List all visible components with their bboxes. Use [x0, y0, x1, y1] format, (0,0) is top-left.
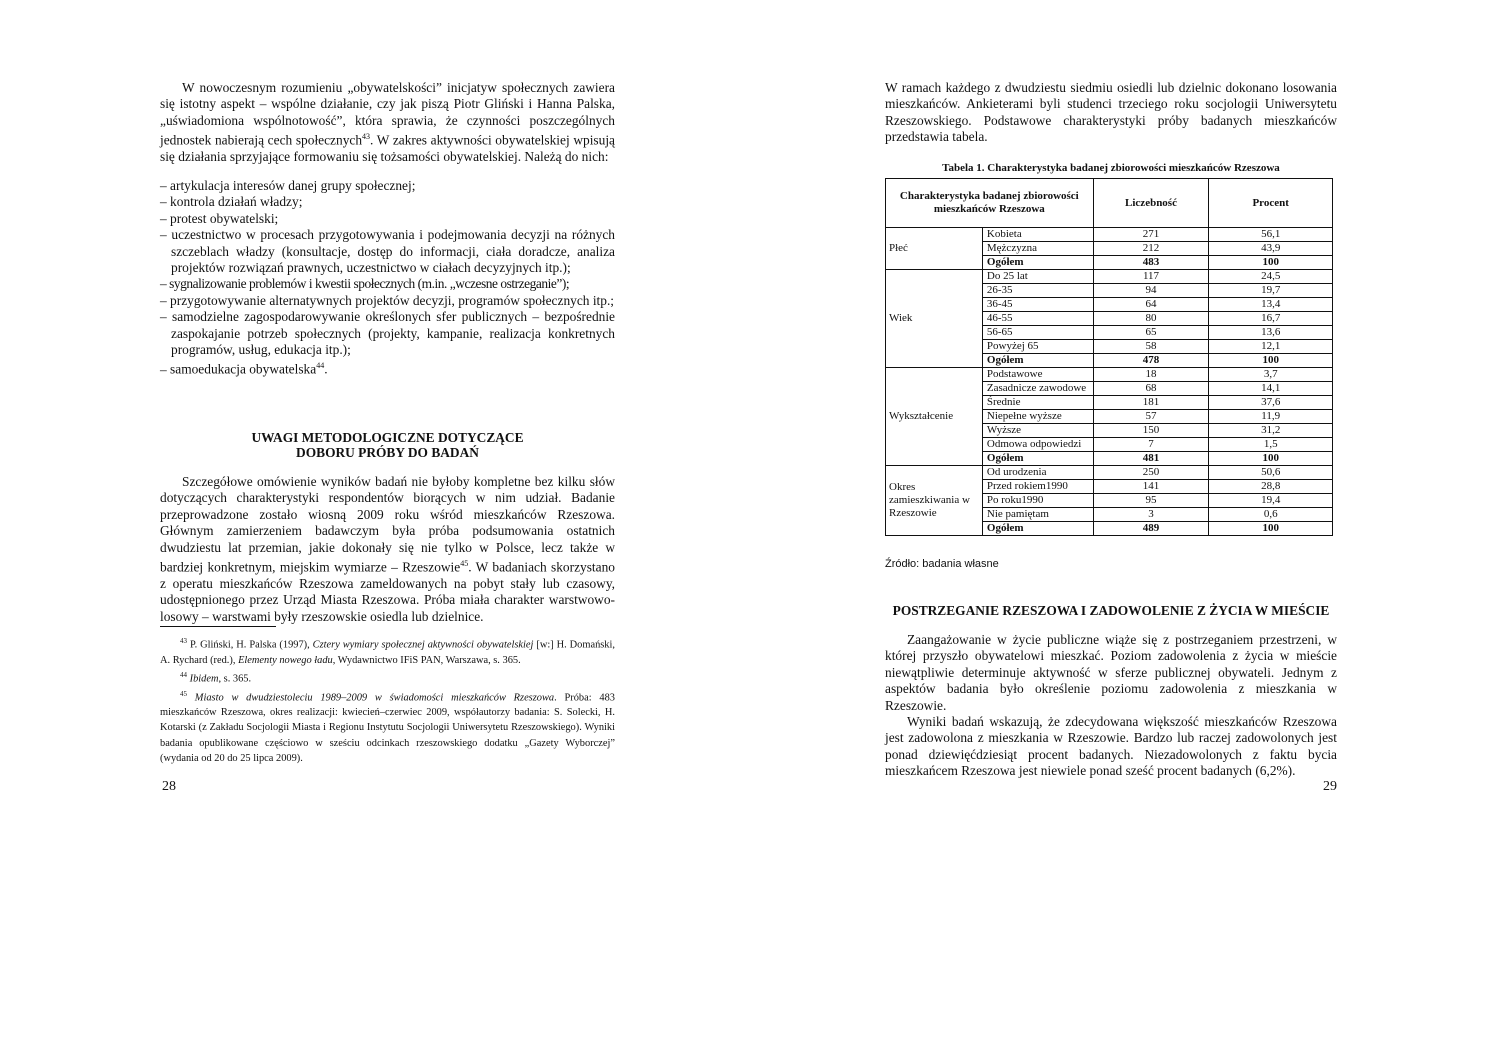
group-label: Wykształcenie — [886, 368, 983, 466]
footnote-44 — [160, 668, 615, 687]
methods-paragraph — [160, 474, 615, 625]
row-label: Kobieta — [982, 228, 1093, 242]
column-header: Liczebność — [1093, 179, 1209, 228]
list-item: – sygnalizowanie problemów i kwestii społecznych (m.in. „wczesne ostrzeganie”); — [160, 276, 615, 292]
row-label: Średnie — [982, 396, 1093, 410]
percent-cell: 24,5 — [1209, 270, 1333, 284]
row-label: Do 25 lat — [982, 270, 1093, 284]
footnote-ref-45[interactable]: 45 — [460, 559, 469, 569]
percent-cell: 14,1 — [1209, 382, 1333, 396]
footnote-title: Elementy nowego ładu — [238, 654, 333, 666]
count-cell: 141 — [1093, 480, 1209, 494]
footnote-text: P. Gliński, H. Palska (1997), — [187, 639, 313, 651]
body-paragraph: Zaangażowanie w życie publiczne wiąże się z postrzeganiem przestrzeni, w której przyszło obywatelowi mieszkać. Poziom zadowolenia z życia w mieście niewątpliwie determinuje aktywność w sferze publicznej obywateli. Jednym z aspektów badania było określenie poziomu zadowolenia z mieszkania w Rzeszowie. — [885, 632, 1337, 713]
footnote-number: 44 — [180, 670, 187, 679]
percent-cell: 13,4 — [1209, 298, 1333, 312]
row-label: Mężczyzna — [982, 242, 1093, 256]
percent-cell: 100 — [1209, 522, 1333, 536]
row-label: Od urodzenia — [982, 466, 1093, 480]
body-paragraph: Wyniki badań wskazują, że zdecydowana większość mieszkańców Rzeszowa jest zadowolona z mieszkania w Rzeszowie. Bardzo lub raczej zadowolonych jest ponad dziewięćdziesiąt procent badanych. Niezadowolonych z faktu bycia mieszkańcem Rzeszowa jest niewiele ponad sześć procent badanych (6,2%). — [885, 714, 1337, 779]
row-label: 56-65 — [982, 326, 1093, 340]
row-label: Podstawowe — [982, 368, 1093, 382]
percent-cell: 11,9 — [1209, 410, 1333, 424]
row-label: Ogółem — [982, 354, 1093, 368]
percent-cell: 3,7 — [1209, 368, 1333, 382]
table-row — [886, 368, 1333, 382]
table-row — [886, 228, 1333, 242]
percent-cell: 12,1 — [1209, 340, 1333, 354]
count-cell: 94 — [1093, 284, 1209, 298]
footnote-title: Ibidem — [189, 673, 219, 685]
row-label: Nie pamiętam — [982, 508, 1093, 522]
row-label: Wyższe — [982, 424, 1093, 438]
column-header: Procent — [1209, 179, 1333, 228]
intro-paragraph — [160, 80, 615, 166]
count-cell: 150 — [1093, 424, 1209, 438]
footnote-text: . Próba: 483 mieszkańców Rzeszowa, okres realizacji: kwiecień–czerwiec 2009, współautorzy badania: S. Solecki, H. Kotarski (z Zakładu Socjologii Miasta i Regionu Instytutu Socjologii Uniwersytetu Rzeszowskiego). Wyniki badania opublikowane częściowo w sześciu odcinkach rzeszowskiego dodatku „Gazety Wyborczej” (wydania od 20 do 25 lipca 2009). — [160, 692, 615, 764]
list-item-tail: . — [324, 361, 328, 377]
row-label: Powyżej 65 — [982, 340, 1093, 354]
section-heading-perception: POSTRZEGANIE RZESZOWA I ZADOWOLENIE Z ŻYCIA W MIEŚCIE — [892, 603, 1330, 618]
footnote-text: , s. 365. — [218, 673, 252, 685]
count-cell: 250 — [1093, 466, 1209, 480]
column-header: Charakterystyka badanej zbiorowości mieszkańców Rzeszowa — [886, 179, 1094, 228]
count-cell: 481 — [1093, 452, 1209, 466]
count-cell: 212 — [1093, 242, 1209, 256]
percent-cell: 100 — [1209, 256, 1333, 270]
table-row — [886, 270, 1333, 284]
footnote-text — [187, 692, 195, 703]
intro-tail: . W zakres aktywności obywatelskiej wpisują się działania sprzyjające formowaniu się tożsamości obywatelskiej. Należą do nich: — [160, 132, 615, 165]
row-label: Ogółem — [982, 452, 1093, 466]
count-cell: 3 — [1093, 508, 1209, 522]
row-label: Ogółem — [982, 522, 1093, 536]
count-cell: 68 — [1093, 382, 1209, 396]
percent-cell: 1,5 — [1209, 438, 1333, 452]
footnote-43 — [160, 634, 615, 668]
footnotes — [160, 634, 615, 766]
row-label: 26-35 — [982, 284, 1093, 298]
civic-activity-list — [160, 178, 615, 378]
percent-cell: 50,6 — [1209, 466, 1333, 480]
percent-cell: 16,7 — [1209, 312, 1333, 326]
percent-cell: 100 — [1209, 452, 1333, 466]
count-cell: 489 — [1093, 522, 1209, 536]
percent-cell: 31,2 — [1209, 424, 1333, 438]
row-label: Po roku1990 — [982, 494, 1093, 508]
group-label: Okres zamieszkiwania w Rzeszowie — [886, 466, 983, 536]
count-cell: 271 — [1093, 228, 1209, 242]
percent-cell: 43,9 — [1209, 242, 1333, 256]
percent-cell: 56,1 — [1209, 228, 1333, 242]
methods-text: Szczegółowe omówienie wyników badań nie byłoby kompletne bez kilku słów dotyczących charakterystyki respondentów biorących w nim udział. Badanie przeprowadzone zostało wiosną 2009 roku wśród mieszkańców Rzeszowa. Głównym zamierzeniem badawczym była próba podsumowania ostatnich dwudziestu lat przemian, jakie dokonały się nie tylko w Polsce, lecz także w bardziej konkretnym, miejskim wymiarze – Rzeszowie — [160, 474, 615, 575]
table-row — [886, 466, 1333, 480]
percent-cell: 37,6 — [1209, 396, 1333, 410]
intro-text: W nowoczesnym rozumieniu „obywatelskości” inicjatyw społecznych zawiera się istotny aspekt – wspólne działanie, czy jak piszą Piotr Gliński i Hanna Palska, „uświadomiona wspólnotowość”, która sprawia, że czynności poszczególnych jednostek nabierają cech społecznych — [160, 80, 615, 148]
list-item: – uczestnictwo w procesach przygotowywania i podejmowania decyzji na różnych szczeblach władzy (konsultacje, dostęp do informacji, ciała doradcze, analiza projektów rozwiązań prawnych, uczestnictwo w ciałach decyzyjnych itp.); — [160, 227, 615, 276]
row-label: 46-55 — [982, 312, 1093, 326]
list-item: – artykulacja interesów danej grupy społecznej; — [160, 178, 615, 194]
footnote-ref-44[interactable]: 44 — [316, 361, 325, 371]
count-cell: 80 — [1093, 312, 1209, 326]
list-item: – protest obywatelski; — [160, 211, 615, 227]
footnote-text: , Wydawnictwo IFiS PAN, Warszawa, s. 365. — [332, 654, 521, 666]
count-cell: 117 — [1093, 270, 1209, 284]
footnote-number: 43 — [180, 637, 187, 645]
table-caption: Tabela 1. Charakterystyka badanej zbiorowości mieszkańców Rzeszowa — [942, 162, 1280, 174]
list-item: – przygotowywanie alternatywnych projektów decyzji, programów społecznych itp.; — [160, 293, 615, 309]
percent-cell: 19,7 — [1209, 284, 1333, 298]
count-cell: 7 — [1093, 438, 1209, 452]
sample-characteristics-table — [885, 178, 1333, 536]
row-label: Zasadnicze zawodowe — [982, 382, 1093, 396]
group-label: Płeć — [886, 228, 983, 270]
count-cell: 483 — [1093, 256, 1209, 270]
table-source: Źródło: badania własne — [885, 558, 999, 570]
section-heading-methodology — [160, 430, 615, 460]
row-label: Przed rokiem1990 — [982, 480, 1093, 494]
count-cell: 18 — [1093, 368, 1209, 382]
list-item-text: samoedukacja obywatelska — [170, 361, 317, 377]
list-item — [160, 358, 615, 378]
count-cell: 95 — [1093, 494, 1209, 508]
count-cell: 65 — [1093, 326, 1209, 340]
footnote-ref-43[interactable]: 43 — [362, 132, 371, 142]
list-item: – samodzielne zagospodarowywanie określonych sfer publicznych – bezpośrednie zaspokajanie potrzeb społecznych (projekty, kampanie, realizacja konkretnych programów, usług, edukacja itp.); — [160, 309, 615, 358]
count-cell: 478 — [1093, 354, 1209, 368]
count-cell: 181 — [1093, 396, 1209, 410]
row-label: 36-45 — [982, 298, 1093, 312]
footnote-text: [w:] H. Domański, A. Rychard (red.), — [160, 639, 615, 666]
count-cell: 57 — [1093, 410, 1209, 424]
heading-line: UWAGI METODOLOGICZNE DOTYCZĄCE — [251, 430, 524, 445]
percent-cell: 0,6 — [1209, 508, 1333, 522]
footnote-title: Miasto w dwudziestoleciu 1989–2009 w świadomości mieszkańców Rzeszowa — [194, 692, 555, 704]
row-label: Ogółem — [982, 256, 1093, 270]
list-item: – kontrola działań władzy; — [160, 194, 615, 210]
table-body — [886, 228, 1333, 536]
percent-cell: 100 — [1209, 354, 1333, 368]
footnote-45 — [160, 687, 615, 766]
table-header-row — [886, 179, 1333, 228]
group-label: Wiek — [886, 270, 983, 368]
page-number: 29 — [1323, 779, 1337, 794]
methods-tail: . W badaniach skorzystano z operatu mieszkańców Rzeszowa zameldowanych na pobyt stały lub czasowy, udostępnionego przez Urząd Miasta Rzeszowa. Próba miała charakter warstwowo-losowy – warstwami były rzeszowskie osiedla lub dzielnice. — [160, 559, 615, 624]
footnote-divider — [160, 626, 276, 627]
footnote-number: 45 — [180, 689, 187, 698]
row-label: Niepełne wyższe — [982, 410, 1093, 424]
footnote-title: Cztery wymiary społecznej aktywności obywatelskiej — [312, 639, 534, 651]
perception-section — [885, 632, 1337, 780]
percent-cell: 28,8 — [1209, 480, 1333, 494]
percent-cell: 13,6 — [1209, 326, 1333, 340]
count-cell: 58 — [1093, 340, 1209, 354]
heading-line: DOBORU PRÓBY DO BADAŃ — [296, 445, 479, 460]
intro-paragraph: W ramach każdego z dwudziestu siedmiu osiedli lub dzielnic dokonano losowania mieszkańców. Ankieterami byli studenci trzeciego roku socjologii Uniwersytetu Rzeszowskiego. Podstawowe charakterystyki próby badanych mieszkańców przedstawia tabela. — [885, 80, 1337, 145]
percent-cell: 19,4 — [1209, 494, 1333, 508]
count-cell: 64 — [1093, 298, 1209, 312]
page-number: 28 — [162, 779, 176, 794]
row-label: Odmowa odpowiedzi — [982, 438, 1093, 452]
